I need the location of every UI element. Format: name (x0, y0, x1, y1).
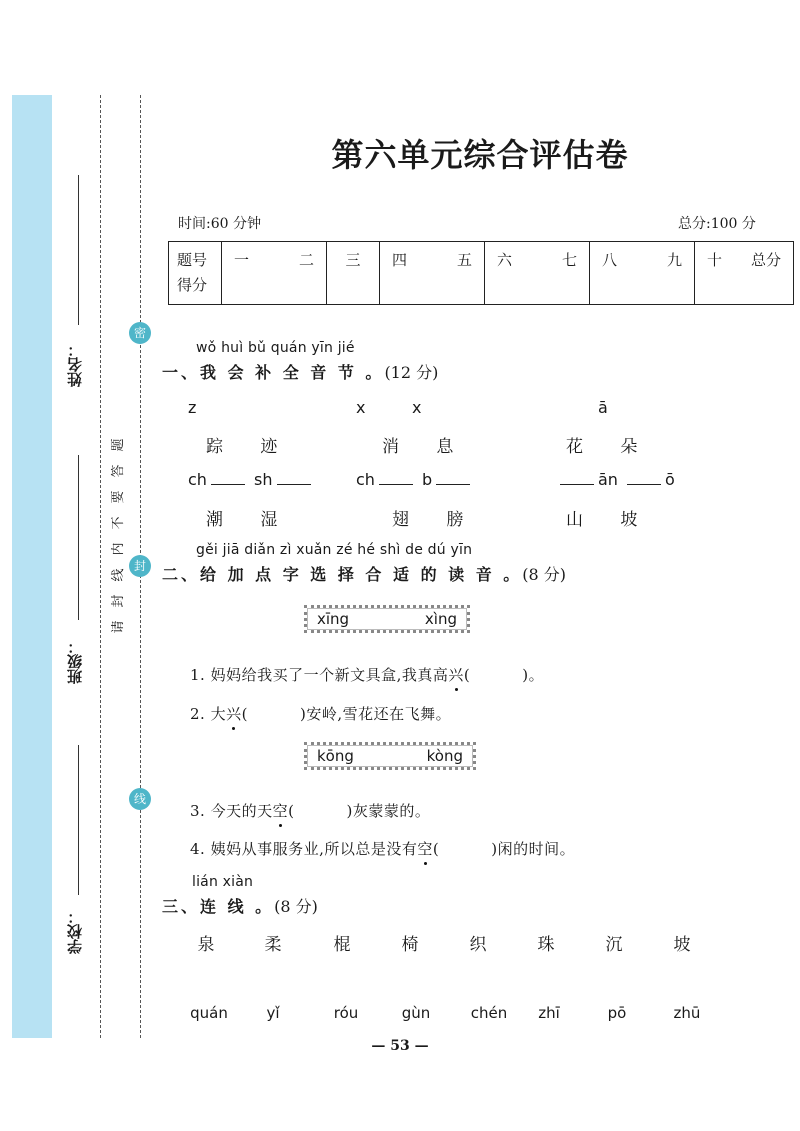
seal-mark-feng: 封 (129, 555, 151, 577)
warning-char: 线 (111, 568, 126, 582)
sentence-text: )安岭,雪花还在飞舞。 (299, 705, 452, 723)
row-labels-cell (169, 242, 222, 305)
sentence-text: 妈妈给我买了一个新文具盒,我真高 (210, 666, 449, 684)
sentence-text: )灰蒙蒙的。 (346, 802, 431, 820)
word: 花 朵 (566, 437, 654, 457)
question-2-2 (190, 703, 451, 724)
section2-score: (8 分) (522, 565, 567, 584)
question-number: 六 (497, 251, 513, 269)
question-number: 十 (707, 251, 723, 269)
warning-char: 要 (111, 490, 126, 504)
class-label: 班级： (66, 639, 84, 685)
score-cell[interactable] (695, 242, 794, 305)
warning-char: 不 (111, 516, 126, 530)
word: 山 坡 (566, 510, 654, 530)
row-label-score: 得分 (177, 276, 208, 294)
paren-open: ( (463, 666, 471, 684)
page-title: 第六单元综合评估卷 (331, 136, 629, 174)
dotted-char: 空 (417, 840, 433, 858)
section1-title-text: 一、我 会 补 全 音 节 。 (162, 363, 385, 382)
page-number: — 53 — (371, 1038, 429, 1054)
sentence-text: 今天的天 (210, 802, 273, 820)
paren-open: ( (241, 705, 248, 723)
question-number: 五 (456, 251, 472, 269)
section3-pinyin: lián xiàn (192, 874, 254, 890)
question-number: 一 (234, 251, 250, 269)
pinyin-hint: b (422, 470, 433, 489)
cut-line-left (100, 95, 101, 1038)
match-pinyin[interactable]: gùn (401, 1004, 431, 1022)
match-pinyin[interactable]: róu (333, 1004, 359, 1022)
match-pinyin[interactable]: zhī (538, 1004, 560, 1022)
seal-mark-xian: 线 (129, 788, 151, 810)
seal-mark-mi: 密 (129, 322, 151, 344)
blank-group (356, 470, 474, 489)
pinyin-hint: ch (356, 470, 375, 489)
section1-title (162, 360, 438, 383)
reading-options-box-2 (304, 742, 476, 770)
question-number: 3. (190, 802, 206, 820)
match-pinyin[interactable]: chén (470, 1004, 508, 1022)
match-char[interactable]: 泉 (197, 935, 215, 955)
section3-title (162, 894, 318, 917)
reading-option: xìng (424, 610, 457, 628)
section2-title-text: 二、给 加 点 字 选 择 合 适 的 读 音 。 (162, 565, 523, 584)
question-2-3 (190, 800, 430, 821)
question-number: 九 (666, 251, 682, 269)
match-char[interactable]: 沉 (605, 935, 623, 955)
section1-score: (12 分) (384, 363, 439, 382)
pinyin-hint: ch (188, 470, 207, 489)
score-table (168, 241, 794, 305)
section2-title (162, 562, 566, 585)
total-column: 总分 (750, 251, 781, 269)
school-label: 学校： (66, 909, 84, 955)
answer-blank[interactable] (379, 470, 413, 485)
time-limit: 时间:60 分钟 (178, 216, 261, 232)
word: 潮 湿 (206, 510, 294, 530)
paren-open: ( (288, 802, 295, 820)
dotted-char: 兴 (226, 705, 242, 723)
question-2-1 (190, 664, 544, 685)
dotted-char: 空 (272, 802, 289, 820)
word: 踪 迹 (206, 437, 294, 457)
pinyin-hint: ō (665, 470, 675, 489)
question-number: 八 (602, 251, 618, 269)
pinyin-hint: x (356, 398, 366, 417)
binding-warning (108, 432, 130, 640)
question-number: 4. (190, 840, 206, 858)
pinyin-hint: x (412, 398, 422, 417)
school-write-line[interactable] (78, 745, 79, 895)
pinyin-hint: ān (598, 470, 618, 489)
question-number: 三 (345, 251, 361, 269)
warning-char: 题 (111, 438, 126, 452)
answer-blank[interactable] (436, 470, 470, 485)
word: 消 息 (382, 437, 470, 457)
match-char[interactable]: 织 (469, 935, 487, 955)
reading-options-box-1 (304, 605, 470, 633)
row-label-number: 题号 (177, 251, 208, 269)
pinyin-hint: z (188, 398, 197, 417)
paren-open: ( (432, 840, 440, 858)
sentence-text: 姨妈从事服务业,所以总是没有 (210, 840, 418, 858)
warning-char: 内 (111, 542, 126, 556)
blank-group (556, 470, 675, 489)
warning-char: 请 (111, 620, 126, 634)
warning-char: 封 (111, 594, 126, 608)
match-char[interactable]: 柔 (264, 935, 282, 955)
question-number: 四 (392, 251, 408, 269)
score-cell[interactable] (222, 242, 327, 305)
reading-option: xīng (317, 610, 350, 628)
sentence-text: 大 (210, 705, 227, 723)
question-number: 2. (190, 705, 206, 723)
score-cell[interactable] (485, 242, 590, 305)
answer-blank[interactable] (211, 470, 245, 485)
match-pinyin[interactable]: pō (607, 1004, 627, 1022)
class-write-line[interactable] (78, 455, 79, 620)
match-char[interactable]: 椅 (401, 935, 419, 955)
pinyin-hint: sh (254, 470, 273, 489)
match-pinyin[interactable]: quán (190, 1004, 228, 1022)
name-write-line[interactable] (78, 175, 79, 325)
score-cell[interactable] (590, 242, 695, 305)
question-number: 二 (298, 251, 314, 269)
question-number: 七 (561, 251, 577, 269)
match-pinyin[interactable]: zhū (673, 1004, 701, 1022)
answer-blank[interactable] (277, 470, 311, 485)
match-char[interactable]: 坡 (673, 935, 691, 955)
answer-blank[interactable] (560, 470, 594, 485)
pinyin-hint: ā (598, 398, 608, 417)
match-pinyin[interactable]: yǐ (266, 1004, 280, 1022)
section3-score: (8 分) (274, 897, 318, 916)
match-char[interactable]: 珠 (537, 935, 555, 955)
match-char[interactable]: 棍 (333, 935, 351, 955)
question-number: 1. (190, 666, 206, 684)
blank-group (188, 470, 315, 489)
section1-pinyin: wǒ huì bǔ quán yīn jié (196, 340, 355, 356)
reading-option: kōng (317, 747, 354, 765)
dotted-char: 兴 (448, 666, 464, 684)
word: 翅 膀 (392, 510, 480, 530)
warning-char: 答 (111, 464, 126, 478)
score-cell[interactable] (327, 242, 380, 305)
name-label: 姓名： (66, 342, 84, 388)
section2-pinyin: gěi jiā diǎn zì xuǎn zé hé shì de dú yīn (196, 542, 473, 558)
score-cell[interactable] (380, 242, 485, 305)
sentence-text: )闲的时间。 (491, 840, 576, 858)
question-2-4 (190, 838, 575, 859)
reading-option: kòng (426, 747, 463, 765)
sentence-text: )。 (522, 666, 545, 684)
total-score: 总分:100 分 (678, 216, 756, 232)
answer-blank[interactable] (627, 470, 661, 485)
section3-title-text: 三、连 线 。 (162, 897, 275, 916)
binding-strip (12, 95, 52, 1038)
